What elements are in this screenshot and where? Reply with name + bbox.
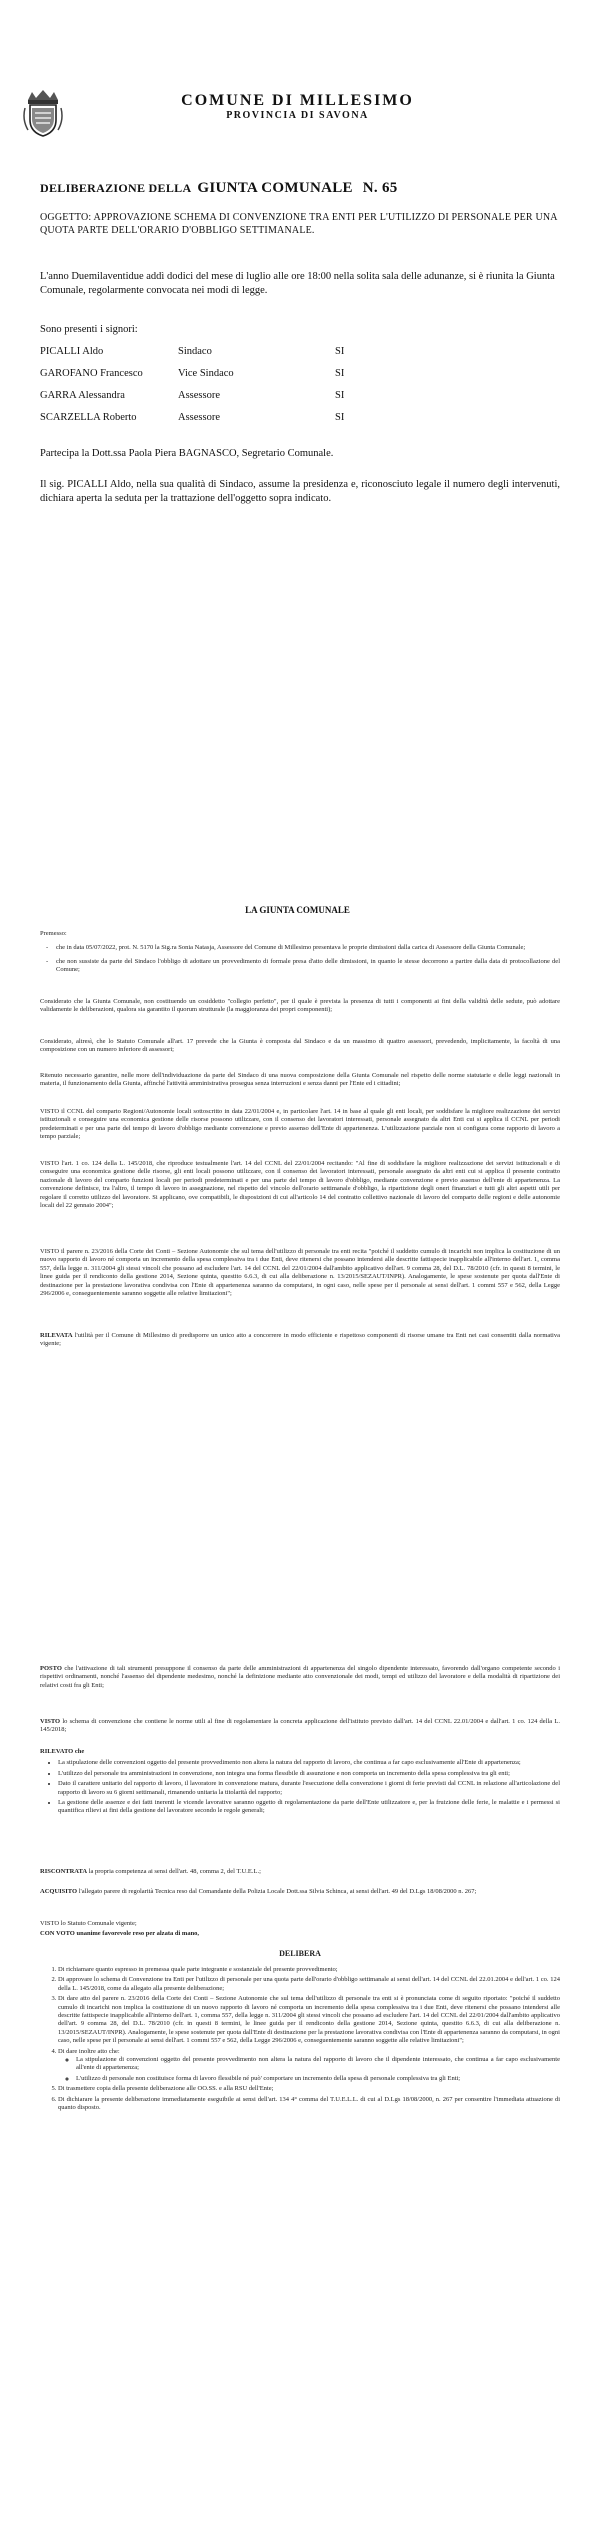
visto-text: lo schema di convenzione che contiene le norme utili al fine di regolamentare la concreta applicazione dell'istituto previsto dall'art. 14 del CCNL 22.01/2004 e dall'art. 1 co. 124 della L. 145/2018; xyxy=(40,1718,560,1734)
acquisito-paragraph xyxy=(40,1888,560,1896)
delibera-subitem: ◦ La stipulazione di convenzioni oggetto del presente provvedimento non altera la natura del rapporto di lavoro che il dipendente interessato, che continua a far capo esclusivamente all'ente di appartenenza; xyxy=(76,2056,560,2073)
member-role: Assessore xyxy=(178,390,220,401)
acquisito-text: l'allegato parere di regolarità Tecnica reso dal Comandante della Polizia Locale Dott.ssa Silvia Schinca, ai sensi dell'art. 49 del D.Lgs 18/08/2000 n. 267; xyxy=(78,1888,477,1895)
member-name: PICALLI Aldo xyxy=(40,346,104,357)
member-name: GAROFANO Francesco xyxy=(40,368,143,379)
mayor-statement: Il sig. PICALLI Aldo, nella sua qualità di Sindaco, assume la presidenza e, riconosciuto legale il numero degli intervenuti, dichiara aperta la seduta per la trattazione dell'oggetto sopra indicato. xyxy=(40,479,560,504)
premesso-label: Premesso: xyxy=(40,930,67,937)
rilevato-item: • L'utilizzo del personale tra amministrazioni in convenzione, non integra una forma flessibile di assunzione e non comporta un incremento della spesa complessiva tra gli enti; xyxy=(58,1770,560,1778)
rilevata-text: l'utilità per il Comune di Millesimo di predisporre un unico atto a concorrere in modo efficiente e rispettoso componenti di risorse umane tra Enti nei casi consentiti dalla normativa vigente; xyxy=(40,1332,561,1348)
visto-schema-paragraph xyxy=(40,1718,560,1735)
secretary-statement: Partecipa la Dott.ssa Paola Piera BAGNASCO, Segretario Comunale. xyxy=(40,448,334,459)
rilevato-item: • Dato il carattere unitario del rapporto di lavoro, il lavoratore in convenzione matura, durante l'esecuzione della convenzione i giorni di ferie previsti dal CCNL in relazione all'articolazione del rapporto di lavoro su 6 giorni settimanali, rimanendo unitaria la titolarità del rapporto; xyxy=(58,1780,560,1797)
member-presence: SI xyxy=(335,346,345,357)
delibera-title: DELIBERA xyxy=(279,1949,321,1958)
rilevato-label: RILEVATO che xyxy=(40,1748,85,1755)
visto-parere-paragraph: VISTO il parere n. 23/2016 della Corte dei Conti – Sezione Autonomie che sul tema dell'utilizzo di personale tra enti recita "poiché il suddetto cumulo di incarichi non implica la costituzione di un nuovo rapporto di lavoro né comporta un incremento della spesa complessiva tra i due Enti, deve ritenersi che possano intendersi alle descritte fattispecie inapplicabile all'interno dell'art. 1, comma 557, della legge n. 311/2004 gli stessi vincoli che possano ad escludere l'art. 14 del CCNL del 22/01/2004 dall'ambito applicativo dell'art. 9 comma 28, del D.L. 78/2010 (cfr. in questi 8 termini, le linee guida per il rendiconto della gestione 2014, Sezione quinta, questito 6.6.3, di cui alla deliberazione n. 13/2015/SEZAUT/INPR). Analogamente, le spese sostenute per quota dall'Ente di destinazione per la prestazione lavorativa condivisa con l'Ente di appartenenza saranno da computarsi, in ogni caso, nelle spese per il personale ai sensi dell'art. 1 commi 557 e 562, della Legge 296/2006 e, conseguentemente saranno soggette alle relative limitazioni"; xyxy=(40,1248,560,1298)
member-presence: SI xyxy=(335,412,345,423)
rilevato-item: • La gestione delle assenze e dei fatti inerenti le vicende lavorative saranno oggetto di regolamentazione da parte dell'Ente utilizzatore e, per la fruizione delle ferie, le malattie e i permessi si quantifica rilievi ai fini della gestione del lavoratore secondo le regole generali; xyxy=(58,1799,560,1816)
member-name: SCARZELLA Roberto xyxy=(40,412,137,423)
subject-text: OGGETTO: APPROVAZIONE SCHEMA DI CONVENZIONE TRA ENTI PER L'UTILIZZO DI PERSONALE PER UNA QUOTA PARTE DELL'ORARIO D'OBBLIGO SETTIMANALE. xyxy=(40,212,558,236)
delibera-subitem: ◦ L'utilizzo di personale non costituisce forma di lavoro flessibile né può' comportare un incremento della spesa di personale complessiva tra gli Enti; xyxy=(76,2075,560,2083)
member-role: Vice Sindaco xyxy=(178,368,234,379)
member-presence: SI xyxy=(335,390,345,401)
rilevata-label: RILEVATA xyxy=(40,1332,73,1339)
visto-ccnl-paragraph: VISTO il CCNL del comparto Regioni/Autonomie locali sottoscritto in data 22/01/2004 e, in particolare l'art. 14 in base al quale gli enti locali, per soddisfare la migliore realizzazione dei servizi istituzionali e conseguire una economica gestione delle risorse possono utilizzare, con il consenso dei lavoratori interessati, personale assegnato da altri Enti cui si applica il CCNL per periodi predeterminati e per una parte del tempo di lavoro d'obbligo mediante convenzione e previo assenso dell'Ente di appartenenza. L'utilizzazione parziale non si configura come rapporto di lavoro a tempo parziale; xyxy=(40,1108,560,1141)
premesso-item: - che in data 05/07/2022, prot. N. 5170 la Sig.ra Sonia Natasja, Assessore del Comune di Millesimo presentava le proprie dimissioni dalla carica di Assessore della Giunta Comunale; xyxy=(56,944,560,952)
member-role: Assessore xyxy=(178,412,220,423)
rilevata-paragraph xyxy=(40,1332,560,1349)
visto-statuto: VISTO lo Statuto Comunale vigente; xyxy=(40,1920,137,1927)
premesso-block xyxy=(40,930,560,980)
posto-text: che l'attivazione di tali strumenti presuppone il consenso da parte delle amministrazioni di appartenenza del singolo dipendente interessato, favorendo dall'organo competente secondo i rispettivi ordinamenti, nonché l'assenso del dipendente medesimo, nonché la definizione mediante atto convenzionale dei modi, tempi ed utilizzo del lavoratore e della modalità di ripartizione dei relativi costi fra gli Enti; xyxy=(40,1665,560,1689)
delibera-item: 3. Di dare atto del parere n. 23/2016 della Corte dei Conti – Sezione Autonomie che sul tema dell'utilizzo di personale tra enti si è pronunciata come di seguito riportato: "poiché il suddetto cumulo di incarichi non implica la costituzione di un nuovo rapporto di lavoro né comporta un incremento della spesa complessiva tra i due Enti, deve ritenersi che possano intendersi alle descritte fattispecie inapplicabile all'interno dell'art. 1, comma 557, della legge n. 311/2004 gli stessi vincoli che possano ad escludere l'art. 14 del CCNL del 22/01/2004 dall'ambito applicativo dell'art. 9 comma 28, del D.L. 78/2010 (cfr. in questi 8 termini, le linee guida per il rendiconto della gestione 2014, Sezione quinta, questito 6.6.3, di cui alla deliberazione n. 13/2015/SEZAUT/INPR). Analogamente, le spese sostenute per quota dall'Ente di destinazione per la prestazione lavorativa condivisa con l'Ente di appartenenza saranno da computarsi, in ogni caso, nelle spese per il personale ai sensi dell'art. 1 commi 557 e 562, della Legge 296/2006 e, conseguentemente saranno soggette alle relative limitazioni"; xyxy=(58,1995,560,2045)
delibera-item xyxy=(58,2048,560,2084)
province-name: PROVINCIA DI SAVONA xyxy=(226,110,369,121)
member-row xyxy=(40,412,560,430)
section-title: LA GIUNTA COMUNALE xyxy=(245,905,350,915)
deliberation-body: GIUNTA COMUNALE xyxy=(197,180,353,196)
delibera-item: 5. Di trasmettere copia della presente deliberazione alle OO.SS. e alla RSU dell'Ente; xyxy=(58,2085,560,2093)
considerato-paragraph: Considerato che la Giunta Comunale, non costituendo un cosiddetto "collegio perfetto", per il quale è prevista la presenza di tutti i componenti ai fini della validità delle sedute, può adottare validamente le deliberazioni, qualora sia garantito il quorum strutturale (la maggioranza dei propri componenti); xyxy=(40,998,560,1014)
delibera-item: 1. Di richiamare quanto espresso in premessa quale parte integrante e sostanziale del presente provvedimento; xyxy=(58,1966,560,1974)
ritenuto-paragraph: Ritenuto necessario garantire, nelle more dell'individuazione da parte del Sindaco di una nuova composizione della Giunta Comunale nel rispetto delle norme statutarie e delle leggi nazionali in materia, il funzionamento della Giunta, affinché l'attività amministrativa prosegua senza interruzioni e senza danni per l'Ente ed i cittadini; xyxy=(40,1072,560,1088)
delibera-list xyxy=(40,1966,560,2115)
member-row xyxy=(40,368,560,386)
posto-label: POSTO xyxy=(40,1665,62,1672)
voto-statement: CON VOTO unanime favorevole reso per alzata di mano, xyxy=(40,1930,200,1937)
premesso-item: - che non sussiste da parte del Sindaco l'obbligo di adottare un provvedimento di formale presa d'atto delle dimissioni, in quanto le stesse decorrono a partire dalla data di protocollazione del Comune; xyxy=(56,958,560,975)
deliberation-title xyxy=(40,180,398,197)
visto-legge-paragraph: VISTO l'art. 1 co. 124 della L. 145/2018, che riproduce testualmente l'art. 14 del CCNL del 22/01/2004 recitando: "Al fine di soddisfare la migliore realizzazione dei servizi istituzionali e di conseguire una economica gestione delle risorse, gli enti locali possono utilizzare, con il consenso dei lavoratori interessati, personale assegnato da altri enti cui si applica il presente contratto nazionale di lavoro del comparto funzioni locali per periodi predeterminati e per una parte del tempo di lavoro d'obbligo, mediante convenzione e previo assenso dell'ente di appartenenza. La convenzione definisce, tra l'altro, il tempo di lavoro in assegnazione, nel rispetto del vincolo dell'orario settimanale d'obbligo, la ripartizione degli oneri finanziari e tutti gli altri aspetti utili per regolare il corretto utilizzo del lavoratore. Si applicano, ove compatibili, le disposizioni di cui all'articolo 14 del contratto collettivo nazionale di lavoro del comparto delle regioni e delle autonomie locali del 22 gennaio 2004"; xyxy=(40,1160,560,1210)
acquisito-label: ACQUISITO xyxy=(40,1888,78,1895)
opening-paragraph: L'anno Duemilaventidue addì dodici del mese di luglio alle ore 18:00 nella solita sala delle adunanze, si è riunita la Giunta Comunale, regolarmente convocata nei modi di legge. xyxy=(40,271,555,296)
riscontrata-paragraph xyxy=(40,1868,560,1876)
present-label: Sono presenti i signori: xyxy=(40,324,138,335)
member-role: Sindaco xyxy=(178,346,212,357)
rilevato-block xyxy=(40,1748,560,1818)
riscontrata-text: la propria competenza ai sensi dell'art. 48, comma 2, del T.U.E.L.; xyxy=(88,1868,261,1875)
delibera-item-text: Di dare inoltre atto che: xyxy=(58,2047,120,2055)
member-presence: SI xyxy=(335,368,345,379)
deliberation-prefix: DELIBERAZIONE DELLA xyxy=(40,181,191,195)
considerato-altresi-paragraph: Considerato, altresì, che lo Statuto Comunale all'art. 17 prevede che la Giunta è composta dal Sindaco e da un massimo di quattro assessori, prevedendo, implicitamente, la facoltà di una composizione con un numero inferiore di assessori; xyxy=(40,1038,560,1054)
deliberation-number: N. 65 xyxy=(362,180,398,196)
posto-paragraph xyxy=(40,1665,560,1690)
member-row xyxy=(40,346,560,364)
visto-label: VISTO xyxy=(40,1718,61,1725)
member-name: GARRA Alessandra xyxy=(40,390,125,401)
rilevato-item: • La stipulazione delle convenzioni oggetto del presente provvedimento non altera la natura del rapporto di lavoro, che continua a far capo esclusivamente all'Ente di appartenenza; xyxy=(58,1759,560,1767)
delibera-item: 2. Di approvare lo schema di Convenzione tra Enti per l'utilizzo di personale per una quota parte dell'orario d'obbligo settimanale ai sensi dell'art. 14 del CCNL del 22.01.2004 e dell'art. 1 co. 124 della L. 145/2018, come da allegato alla presente deliberazione; xyxy=(58,1976,560,1993)
municipality-name: COMUNE DI MILLESIMO xyxy=(181,92,414,109)
member-row xyxy=(40,390,560,408)
riscontrata-label: RISCONTRATA xyxy=(40,1868,88,1875)
delibera-item: 6. Di dichiarare la presente deliberazione immediatamente eseguibile ai sensi dell'art. 134 4° comma del T.U.E.L.L. di cui al D.Lgs 18/08/2000, n. 267 per consentire l'immediata attuazione di quanto disposto. xyxy=(58,2096,560,2113)
